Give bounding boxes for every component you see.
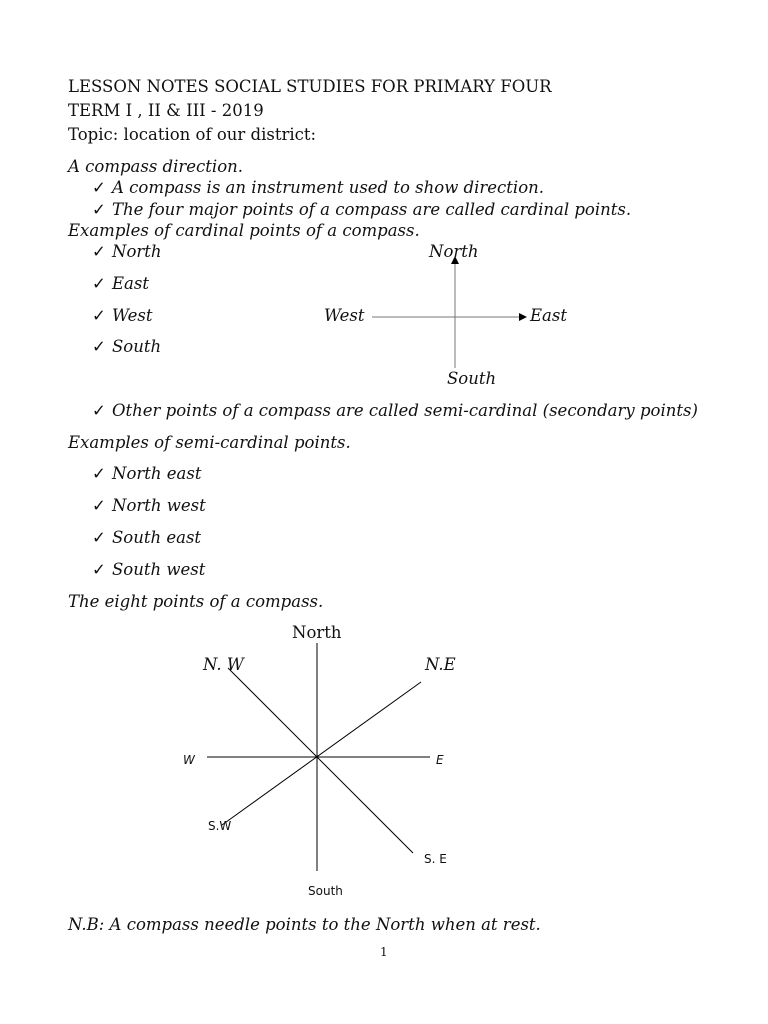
bullet-item [92, 560, 205, 580]
cardinal-label-east: East [530, 306, 567, 325]
bullet-text: A compass is an instrument used to show direction. [112, 178, 545, 197]
bullet-item [92, 528, 201, 548]
bullet-text: East [112, 274, 149, 293]
bullet-text: South [112, 337, 162, 356]
bullet-text: North [112, 242, 162, 261]
eight-label-north: North [292, 623, 342, 642]
eight-label-se: S. E [424, 852, 447, 866]
bullet-item [92, 464, 201, 484]
nb-note: N.B: A compass needle points to the North when at rest. [68, 915, 541, 934]
eight-label-south: South [308, 884, 343, 898]
eight-label-sw: S.W [208, 819, 232, 833]
bullet-text: The four major points of a compass are called cardinal points. [112, 200, 632, 219]
cardinal-label-west: West [324, 306, 365, 325]
check-icon: ✓ [92, 464, 106, 483]
check-icon: ✓ [92, 560, 106, 579]
eight-label-w: W [183, 753, 195, 767]
bullet-text: Other points of a compass are called semi-cardinal (secondary points) [112, 401, 698, 420]
bullet-text: North east [112, 464, 202, 483]
check-icon: ✓ [92, 528, 106, 547]
check-icon: ✓ [92, 200, 106, 219]
eight-label-nw: N. W [203, 655, 244, 674]
check-icon: ✓ [92, 496, 106, 515]
nw-se-line [228, 668, 413, 853]
bullet-text: South west [112, 560, 206, 579]
east-arrowhead [519, 313, 527, 321]
section-heading-eight-points: The eight points of a compass. [68, 592, 324, 611]
bullet-item [92, 401, 698, 421]
check-icon: ✓ [92, 178, 106, 197]
check-icon: ✓ [92, 401, 106, 420]
doc-title: LESSON NOTES SOCIAL STUDIES FOR PRIMARY FOUR [68, 77, 552, 96]
bullet-item [92, 496, 206, 516]
eight-label-e: E [436, 753, 444, 767]
bullet-text: North west [112, 496, 206, 515]
section-heading-cardinal-examples: Examples of cardinal points of a compass. [68, 221, 420, 240]
check-icon: ✓ [92, 306, 106, 325]
ne-sw-line [222, 682, 421, 825]
cardinal-label-south: South [447, 369, 497, 388]
check-icon: ✓ [92, 274, 106, 293]
eight-label-ne: N.E [425, 655, 456, 674]
term-line: TERM I , II & III - 2019 [68, 101, 264, 120]
topic-line: Topic: location of our district: [68, 125, 317, 144]
check-icon: ✓ [92, 337, 106, 356]
bullet-text: West [112, 306, 153, 325]
cardinal-label-north: North [429, 242, 479, 261]
check-icon: ✓ [92, 242, 106, 261]
section-heading-semi-cardinal: Examples of semi-cardinal points. [68, 433, 351, 452]
page-number: 1 [380, 945, 388, 959]
eight-point-compass-diagram [207, 643, 430, 871]
bullet-text: South east [112, 528, 202, 547]
section-heading-compass-direction: A compass direction. [68, 157, 244, 176]
